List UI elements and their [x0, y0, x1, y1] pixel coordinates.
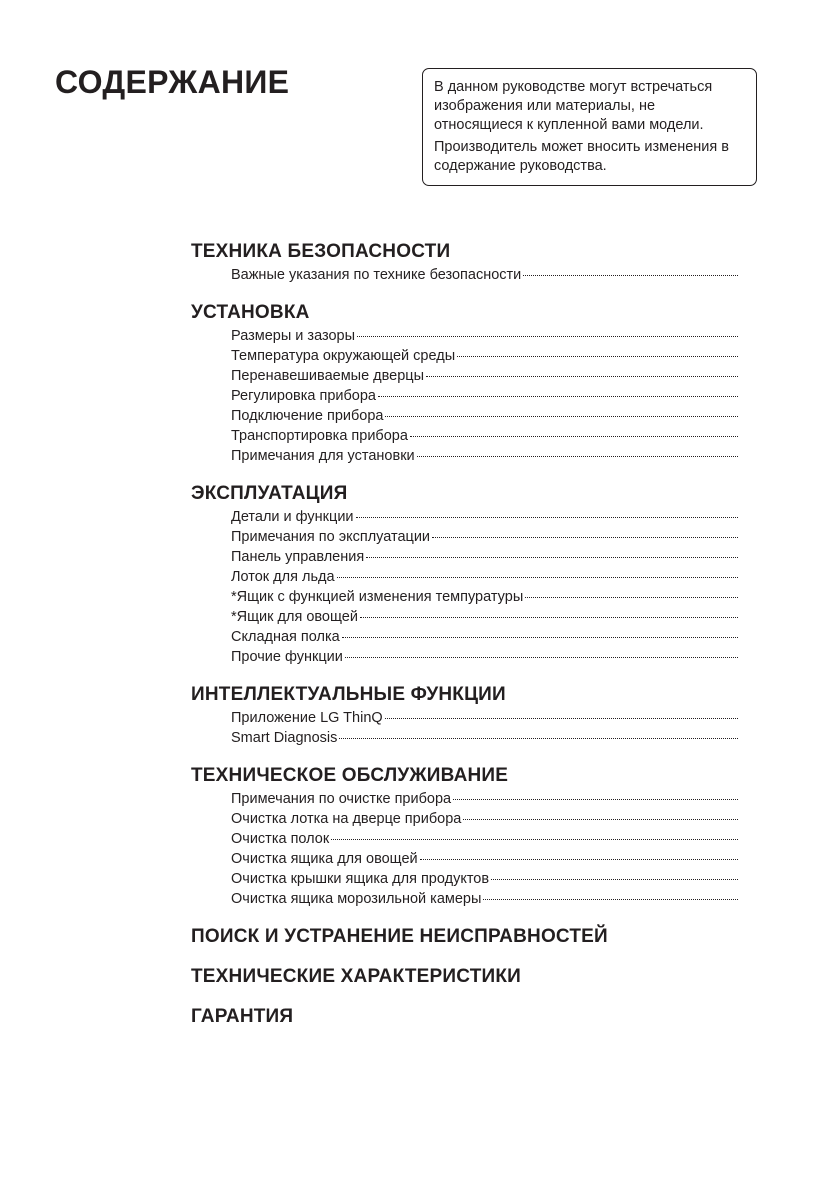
dot-leader	[491, 879, 738, 880]
dot-leader	[385, 416, 738, 417]
toc-entry[interactable]	[231, 346, 738, 366]
toc-entry-label: Очистка лотка на дверце прибора	[231, 811, 462, 827]
toc-entry-label: Температура окружающей среды	[231, 348, 456, 364]
toc-entry-label: Приложение LG ThinQ	[231, 710, 383, 726]
table-of-contents	[191, 238, 738, 1043]
toc-entry[interactable]	[231, 849, 738, 869]
toc-entry[interactable]	[231, 446, 738, 466]
toc-section	[191, 238, 738, 299]
section-heading[interactable]: ТЕХНИЧЕСКОЕ ОБСЛУЖИВАНИЕ	[191, 765, 509, 786]
toc-entry[interactable]	[231, 627, 738, 647]
toc-entry[interactable]	[231, 507, 738, 527]
toc-entry[interactable]	[231, 406, 738, 426]
toc-section	[191, 963, 738, 990]
dot-leader	[345, 657, 738, 658]
toc-entry[interactable]	[231, 789, 738, 809]
toc-entry[interactable]	[231, 366, 738, 386]
dot-leader	[337, 577, 738, 578]
toc-section	[191, 480, 738, 681]
section-heading[interactable]: ИНТЕЛЛЕКТУАЛЬНЫЕ ФУНКЦИИ	[191, 684, 506, 705]
toc-entry[interactable]	[231, 587, 738, 607]
notice-text-models: В данном руководстве могут встречаться изображения или материалы, не относящиеся к купленной вами модели.	[434, 79, 713, 133]
dot-leader	[385, 718, 738, 719]
section-heading[interactable]: ТЕХНИКА БЕЗОПАСНОСТИ	[191, 241, 451, 262]
dot-leader	[331, 839, 738, 840]
dot-leader	[342, 637, 738, 638]
toc-entry[interactable]	[231, 889, 738, 909]
toc-entry-list	[191, 708, 738, 762]
toc-entry[interactable]	[231, 567, 738, 587]
toc-entry-label: Прочие функции	[231, 649, 343, 665]
dot-leader	[339, 738, 738, 739]
dot-leader	[360, 617, 738, 618]
toc-entry[interactable]	[231, 265, 738, 285]
dot-leader	[417, 456, 738, 457]
toc-entry-list	[191, 265, 738, 299]
toc-entry[interactable]	[231, 829, 738, 849]
page-title: СОДЕРЖАНИЕ	[55, 64, 290, 100]
toc-entry-label: Перенавешиваемые дверцы	[231, 368, 425, 384]
toc-entry-label: Очистка полок	[231, 831, 330, 847]
toc-entry-label: Примечания по эксплуатации	[231, 529, 431, 545]
section-heading[interactable]: ГАРАНТИЯ	[191, 1006, 294, 1027]
toc-entry[interactable]	[231, 386, 738, 406]
dot-leader	[410, 436, 738, 437]
dot-leader	[426, 376, 738, 377]
toc-entry-label: Размеры и зазоры	[231, 328, 356, 344]
toc-entry-label: Детали и функции	[231, 509, 354, 525]
toc-entry[interactable]	[231, 869, 738, 889]
toc-section	[191, 299, 738, 480]
toc-entry[interactable]	[231, 809, 738, 829]
toc-entry-list	[191, 789, 738, 923]
dot-leader	[366, 557, 738, 558]
dot-leader	[525, 597, 738, 598]
section-heading[interactable]: ПОИСК И УСТРАНЕНИЕ НЕИСПРАВНОСТЕЙ	[191, 926, 608, 947]
toc-section	[191, 762, 738, 923]
toc-entry[interactable]	[231, 527, 738, 547]
section-heading[interactable]: ТЕХНИЧЕСКИЕ ХАРАКТЕРИСТИКИ	[191, 966, 522, 987]
dot-leader	[356, 517, 738, 518]
toc-entry-label: Smart Diagnosis	[231, 730, 338, 746]
notice-text-changes: Производитель может вносить изменения в содержание руководства.	[434, 139, 729, 174]
dot-leader	[378, 396, 738, 397]
toc-entry-label: *Ящик с функцией изменения темпуратуры	[231, 589, 524, 605]
toc-entry[interactable]	[231, 326, 738, 346]
toc-entry[interactable]	[231, 547, 738, 567]
toc-entry-list	[191, 507, 738, 681]
dot-leader	[420, 859, 738, 860]
toc-entry-label: Панель управления	[231, 549, 365, 565]
toc-entry-label: Очистка ящика для овощей	[231, 851, 418, 867]
toc-entry-label: Примечания для установки	[231, 448, 415, 464]
toc-section	[191, 1003, 738, 1030]
dot-leader	[357, 336, 738, 337]
dot-leader	[453, 799, 738, 800]
toc-entry-label: Транспортировка прибора	[231, 428, 408, 444]
disclaimer-notice-box	[422, 68, 757, 186]
toc-entry-label: Очистка крышки ящика для продуктов	[231, 871, 490, 887]
toc-entry[interactable]	[231, 607, 738, 627]
toc-entry-label: *Ящик для овощей	[231, 609, 358, 625]
toc-entry-label: Складная полка	[231, 629, 340, 645]
dot-leader	[432, 537, 738, 538]
toc-section	[191, 681, 738, 762]
toc-entry[interactable]	[231, 426, 738, 446]
toc-entry-label: Очистка ящика морозильной камеры	[231, 891, 482, 907]
dot-leader	[457, 356, 738, 357]
dot-leader	[523, 275, 738, 276]
toc-entry-list	[191, 326, 738, 480]
toc-entry-label: Подключение прибора	[231, 408, 384, 424]
toc-entry[interactable]	[231, 647, 738, 667]
toc-entry[interactable]	[231, 708, 738, 728]
section-heading[interactable]: УСТАНОВКА	[191, 302, 310, 323]
toc-entry[interactable]	[231, 728, 738, 748]
toc-entry-label: Лоток для льда	[231, 569, 335, 585]
toc-section	[191, 923, 738, 950]
dot-leader	[483, 899, 738, 900]
toc-entry-label: Примечания по очистке прибора	[231, 791, 452, 807]
dot-leader	[463, 819, 738, 820]
toc-entry-label: Регулировка прибора	[231, 388, 376, 404]
section-heading[interactable]: ЭКСПЛУАТАЦИЯ	[191, 483, 348, 504]
toc-entry-label: Важные указания по технике безопасности	[231, 267, 522, 283]
